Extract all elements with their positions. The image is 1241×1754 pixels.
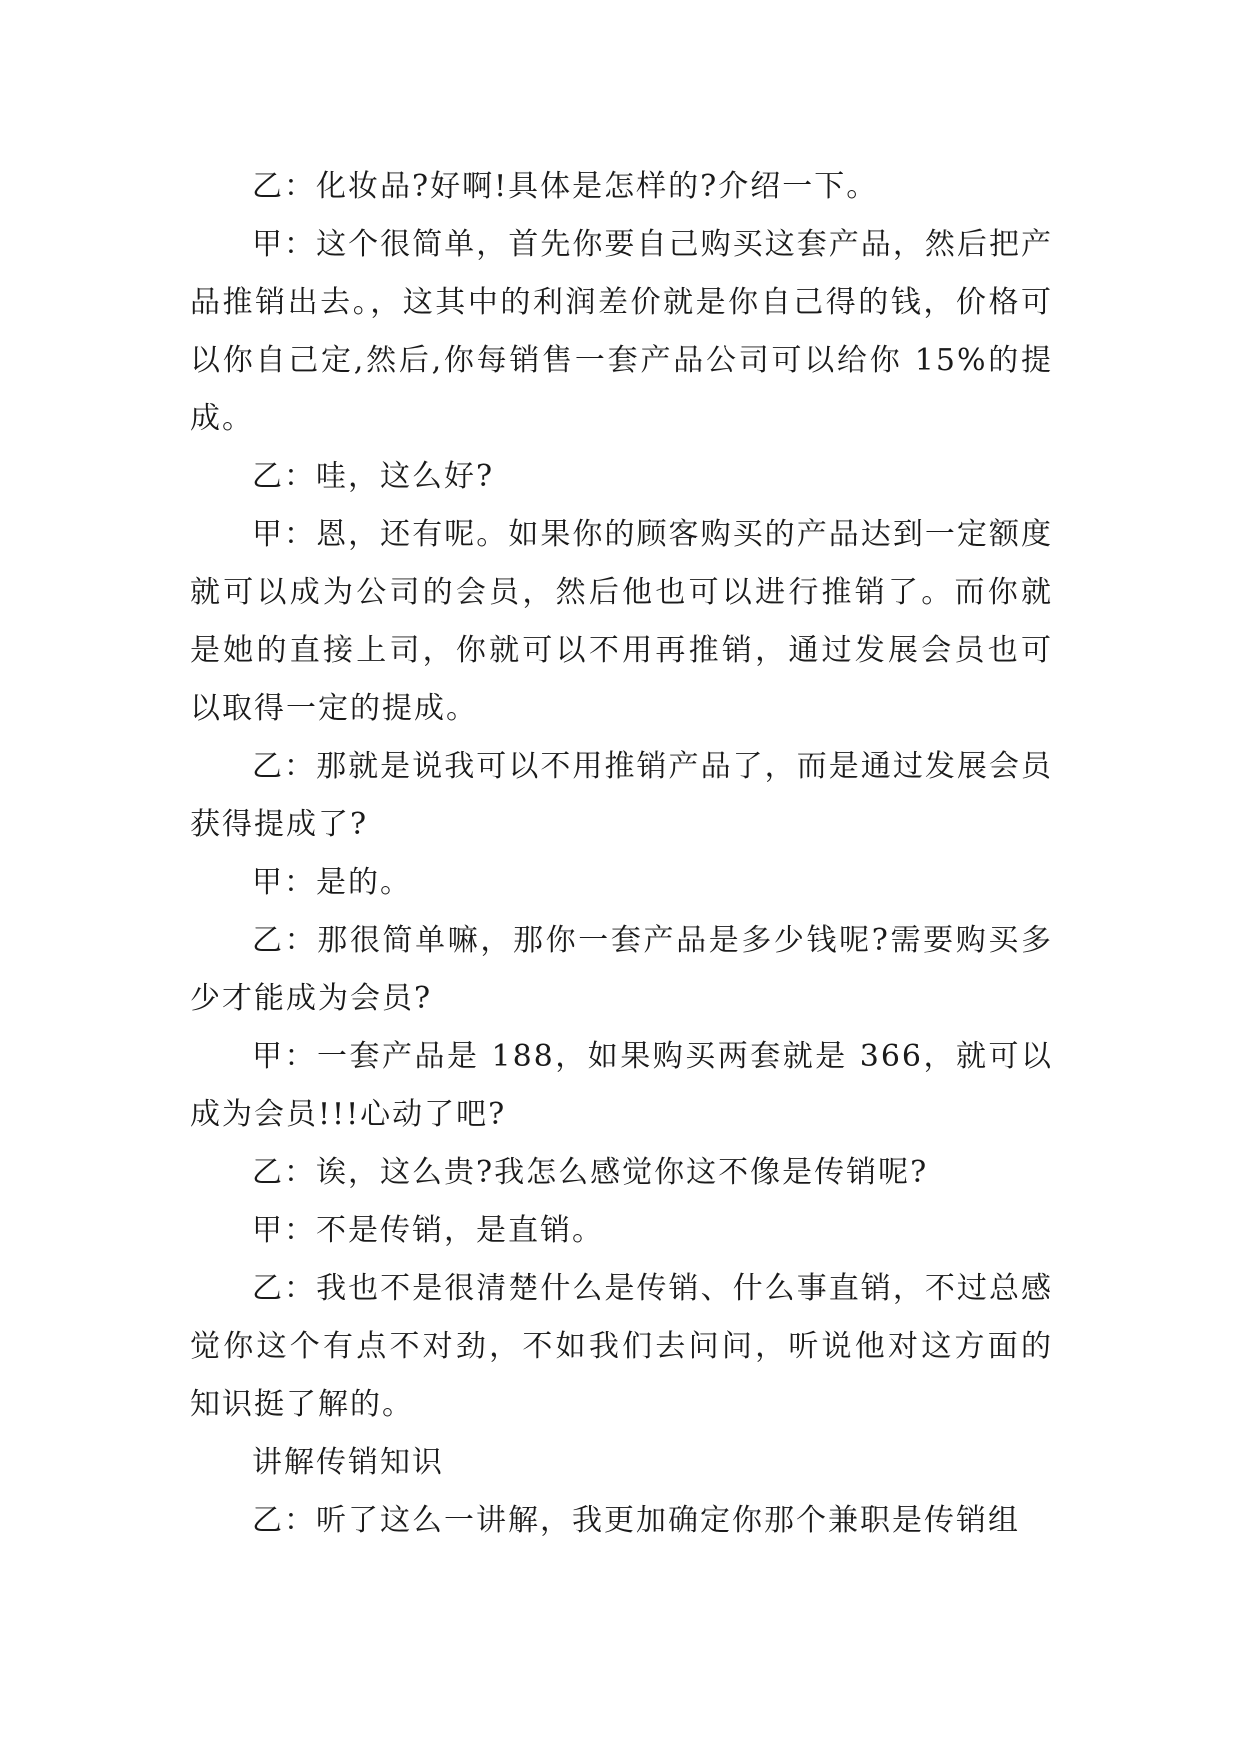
dialogue-paragraph: 甲：是的。 bbox=[252, 865, 412, 900]
dialogue-paragraph: 乙：那就是说我可以不用推销产品了，而是通过发展会员获得提成了? bbox=[190, 749, 1053, 842]
dialogue-paragraph: 乙：听了这么一讲解，我更加确定你那个兼职是传销组 bbox=[252, 1503, 1020, 1538]
dialogue-paragraph: 乙：诶，这么贵?我怎么感觉你这不像是传销呢? bbox=[252, 1155, 929, 1190]
dialogue-paragraph: 乙：我也不是很清楚什么是传销、什么事直销，不过总感觉你这个有点不对劲，不如我们去问问，听说他对这方面的知识挺了解的。 bbox=[190, 1271, 1053, 1422]
dialogue-paragraph: 甲：不是传销，是直销。 bbox=[252, 1213, 604, 1248]
document-body bbox=[190, 158, 1053, 1550]
dialogue-paragraph: 甲：这个很简单，首先你要自己购买这套产品，然后把产品推销出去。，这其中的利润差价就是你自己得的钱，价格可以你自己定,然后,你每销售一套产品公司可以给你 15%的提成。 bbox=[190, 227, 1053, 436]
section-heading: 讲解传销知识 bbox=[252, 1445, 444, 1480]
dialogue-paragraph: 甲：一套产品是 188，如果购买两套就是 366，就可以成为会员!!!心动了吧? bbox=[190, 1039, 1053, 1132]
dialogue-paragraph: 乙：化妆品?好啊!具体是怎样的?介绍一下。 bbox=[252, 169, 879, 204]
dialogue-paragraph: 乙：那很简单嘛，那你一套产品是多少钱呢?需要购买多少才能成为会员? bbox=[190, 923, 1053, 1016]
dialogue-paragraph: 乙：哇，这么好? bbox=[252, 459, 495, 494]
dialogue-paragraph: 甲：恩，还有呢。如果你的顾客购买的产品达到一定额度就可以成为公司的会员，然后他也可以进行推销了。而你就是她的直接上司，你就可以不用再推销，通过发展会员也可以取得一定的提成。 bbox=[190, 517, 1053, 726]
